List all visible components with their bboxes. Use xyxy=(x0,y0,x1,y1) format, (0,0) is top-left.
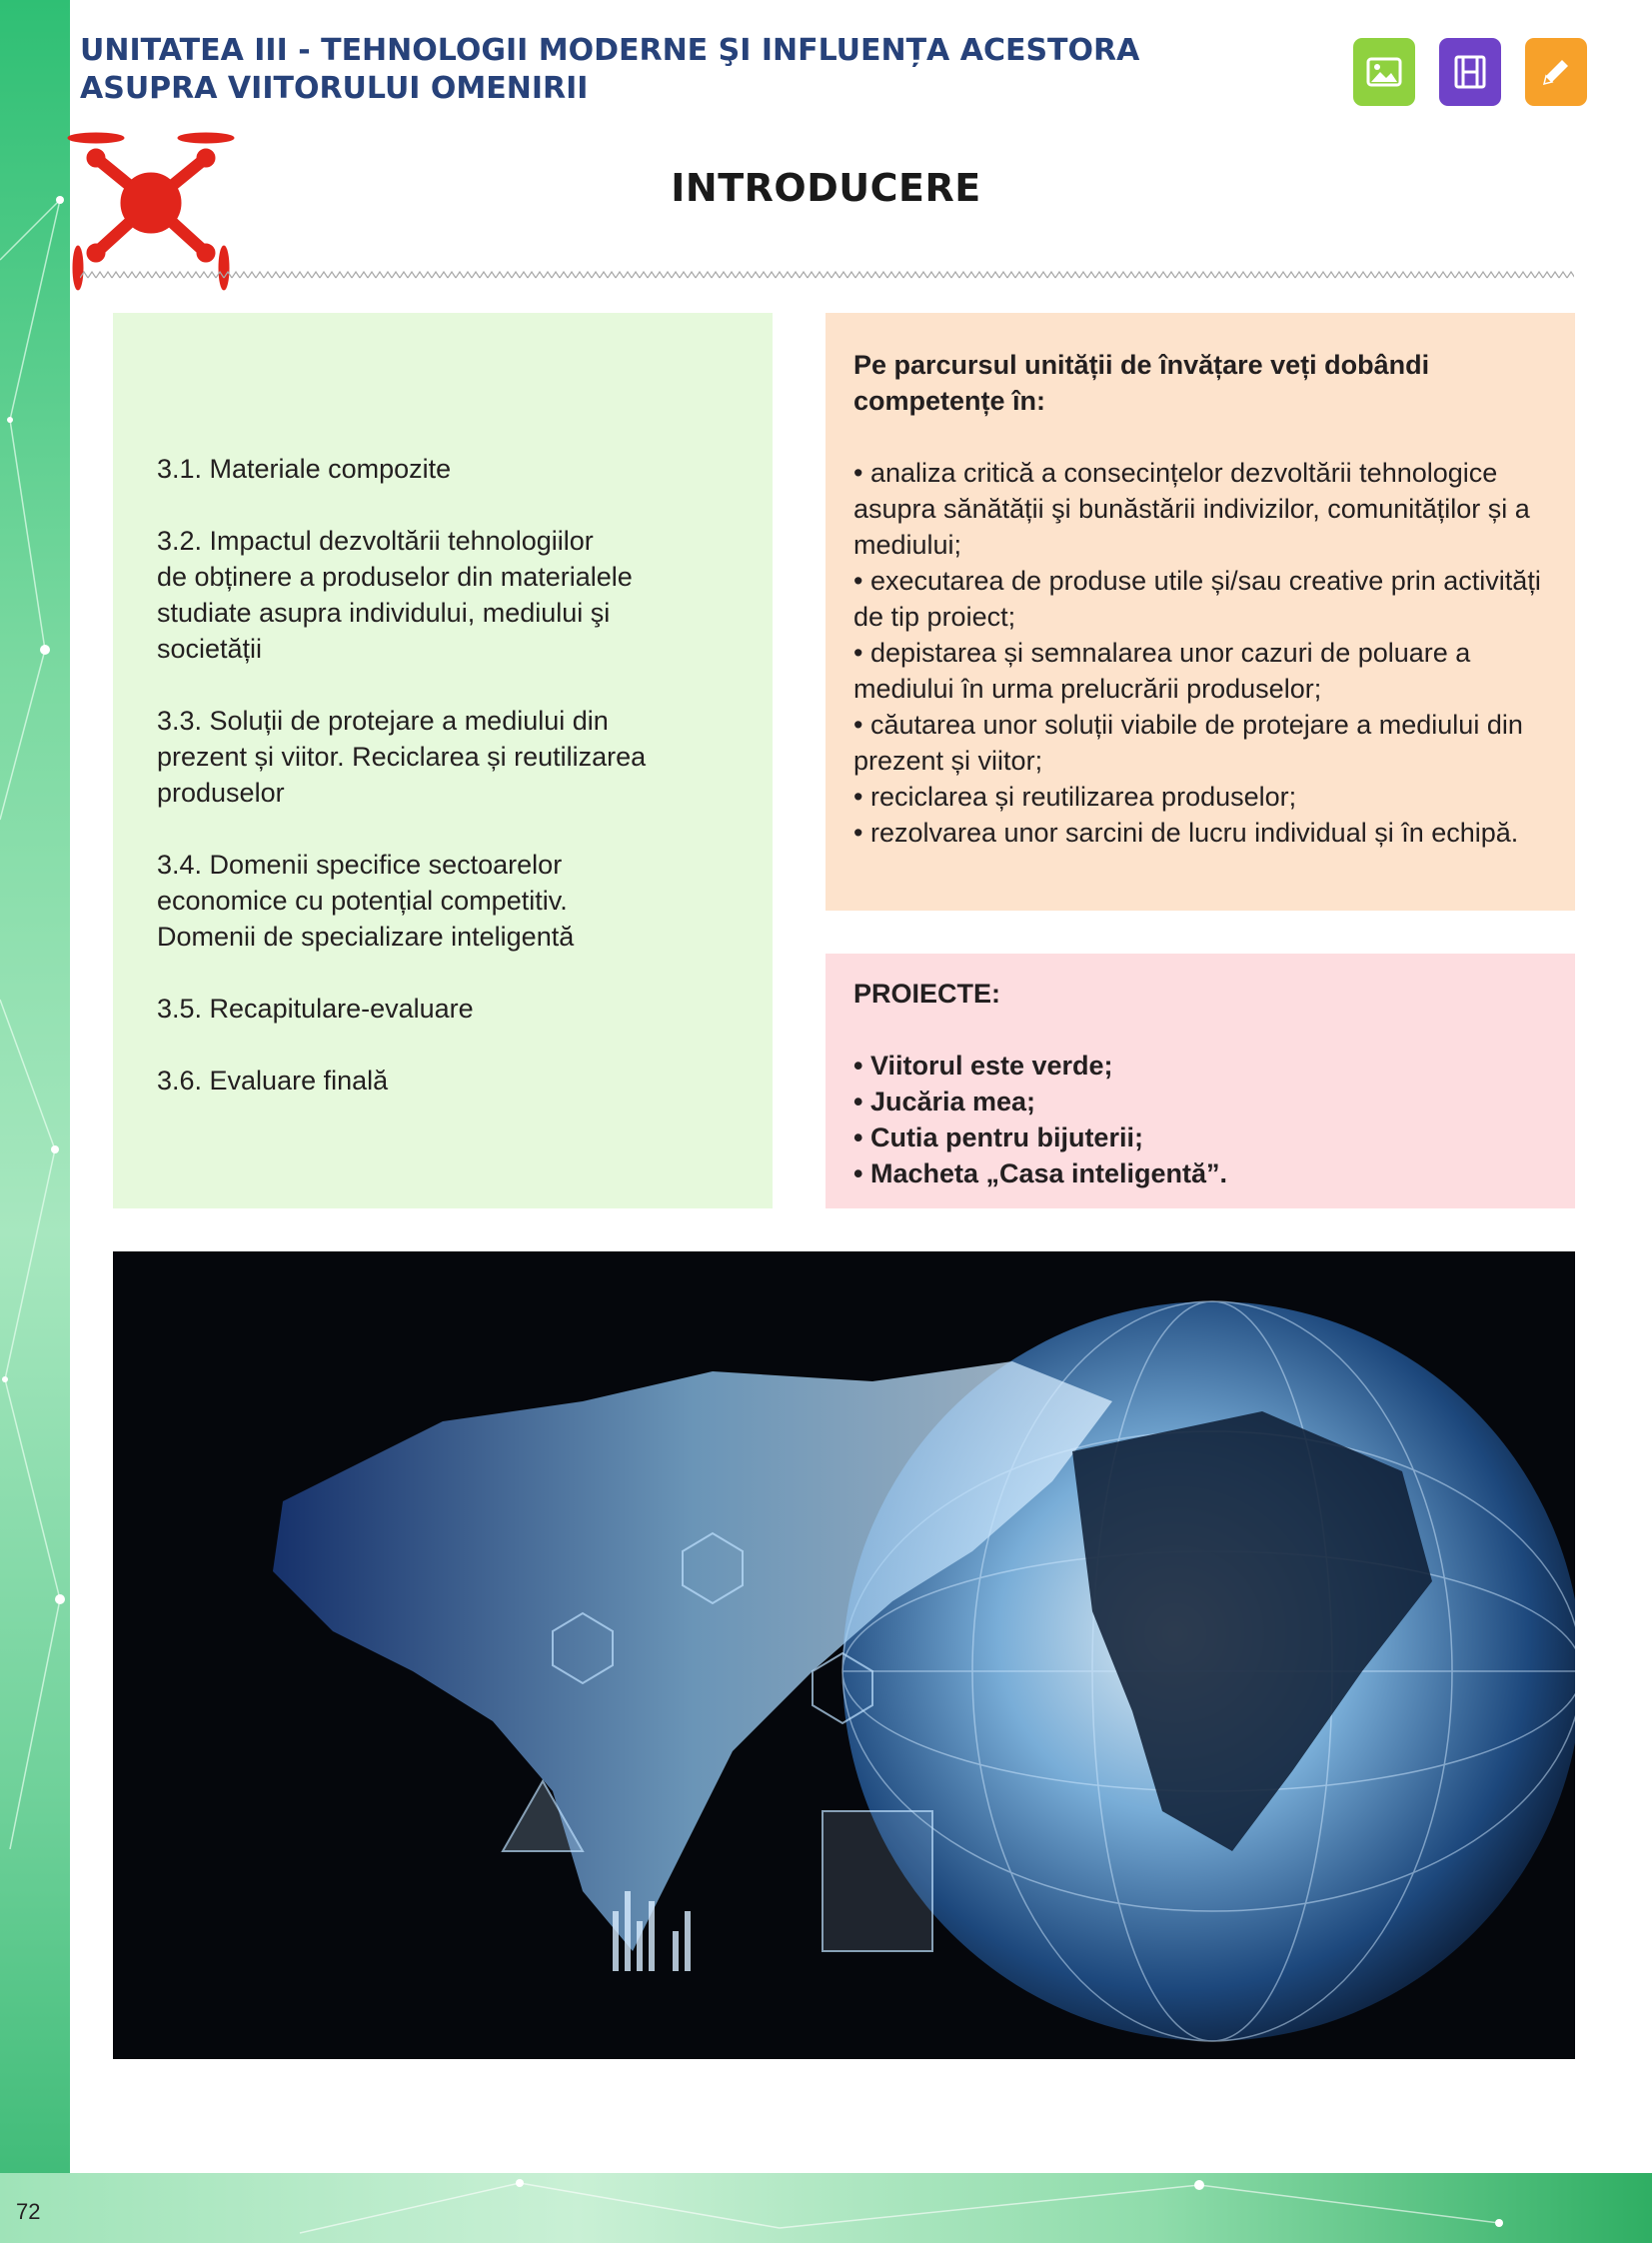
bottom-decorative-band xyxy=(0,2173,1652,2243)
competence-item: • executarea de produse utile și/sau creative prin activități de tip proiect; xyxy=(853,566,1541,632)
left-decorative-band xyxy=(0,0,70,2243)
competences-title: Pe parcursul unității de învățare veți dobândi competențe în: xyxy=(853,350,1430,416)
network-pattern-bottom xyxy=(0,2173,1652,2243)
competence-item: • depistarea și semnalarea unor cazuri de poluare a mediului în urma prelucrării produselor; xyxy=(853,638,1471,704)
competence-item: • analiza critică a consecințelor dezvoltării tehnologice asupra sănătății şi bunăstării indivizilor, comunităților și a mediului; xyxy=(853,458,1530,560)
section-title: INTRODUCERE xyxy=(671,166,981,210)
world-technology-image xyxy=(113,1251,1575,2059)
projects-title: PROIECTE: xyxy=(853,979,1001,1009)
unit-title: UNITATEA III - TEHNOLOGII MODERNE ŞI INFLUENȚA ACESTORA ASUPRA VIITORULUI OMENIRII xyxy=(80,33,1140,106)
lesson-item: 3.1. Materiale compozite xyxy=(157,454,452,484)
media-icons xyxy=(1353,38,1587,106)
project-item: • Cutia pentru bijuterii; xyxy=(853,1123,1143,1152)
lesson-item: 3.3. Soluții de protejare a mediului din prezent și viitor. Reciclarea și reutilizarea produselor xyxy=(157,706,647,808)
image-icon[interactable] xyxy=(1353,38,1415,106)
video-icon[interactable] xyxy=(1439,38,1501,106)
competence-item: • rezolvarea unor sarcini de lucru individual și în echipă. xyxy=(853,818,1519,848)
divider xyxy=(80,270,1574,280)
lesson-item: 3.5. Recapitulare-evaluare xyxy=(157,994,474,1024)
network-pattern xyxy=(0,0,70,2243)
projects-box xyxy=(826,954,1575,1208)
lesson-item: 3.4. Domenii specifice sectoarelor economice cu potențial competitiv. Domenii de specializare inteligentă xyxy=(157,850,575,952)
lesson-item: 3.6. Evaluare finală xyxy=(157,1066,389,1096)
project-item: • Viitorul este verde; xyxy=(853,1051,1113,1081)
competence-item: • căutarea unor soluții viabile de protejare a mediului din prezent și viitor; xyxy=(853,710,1523,776)
page-number: 72 xyxy=(16,2199,41,2224)
competence-item: • reciclarea și reutilizarea produselor; xyxy=(853,782,1297,812)
lesson-item: 3.2. Impactul dezvoltării tehnologiilor de obținere a produselor din materialele studiate asupra individului, mediului şi societății xyxy=(157,526,633,664)
globe-illustration xyxy=(113,1251,1575,2059)
lessons-box xyxy=(113,313,773,1208)
project-item: • Jucăria mea; xyxy=(853,1087,1036,1117)
project-item: • Macheta „Casa inteligentă”. xyxy=(853,1158,1228,1188)
competences-box xyxy=(826,313,1575,911)
pencil-icon[interactable] xyxy=(1525,38,1587,106)
